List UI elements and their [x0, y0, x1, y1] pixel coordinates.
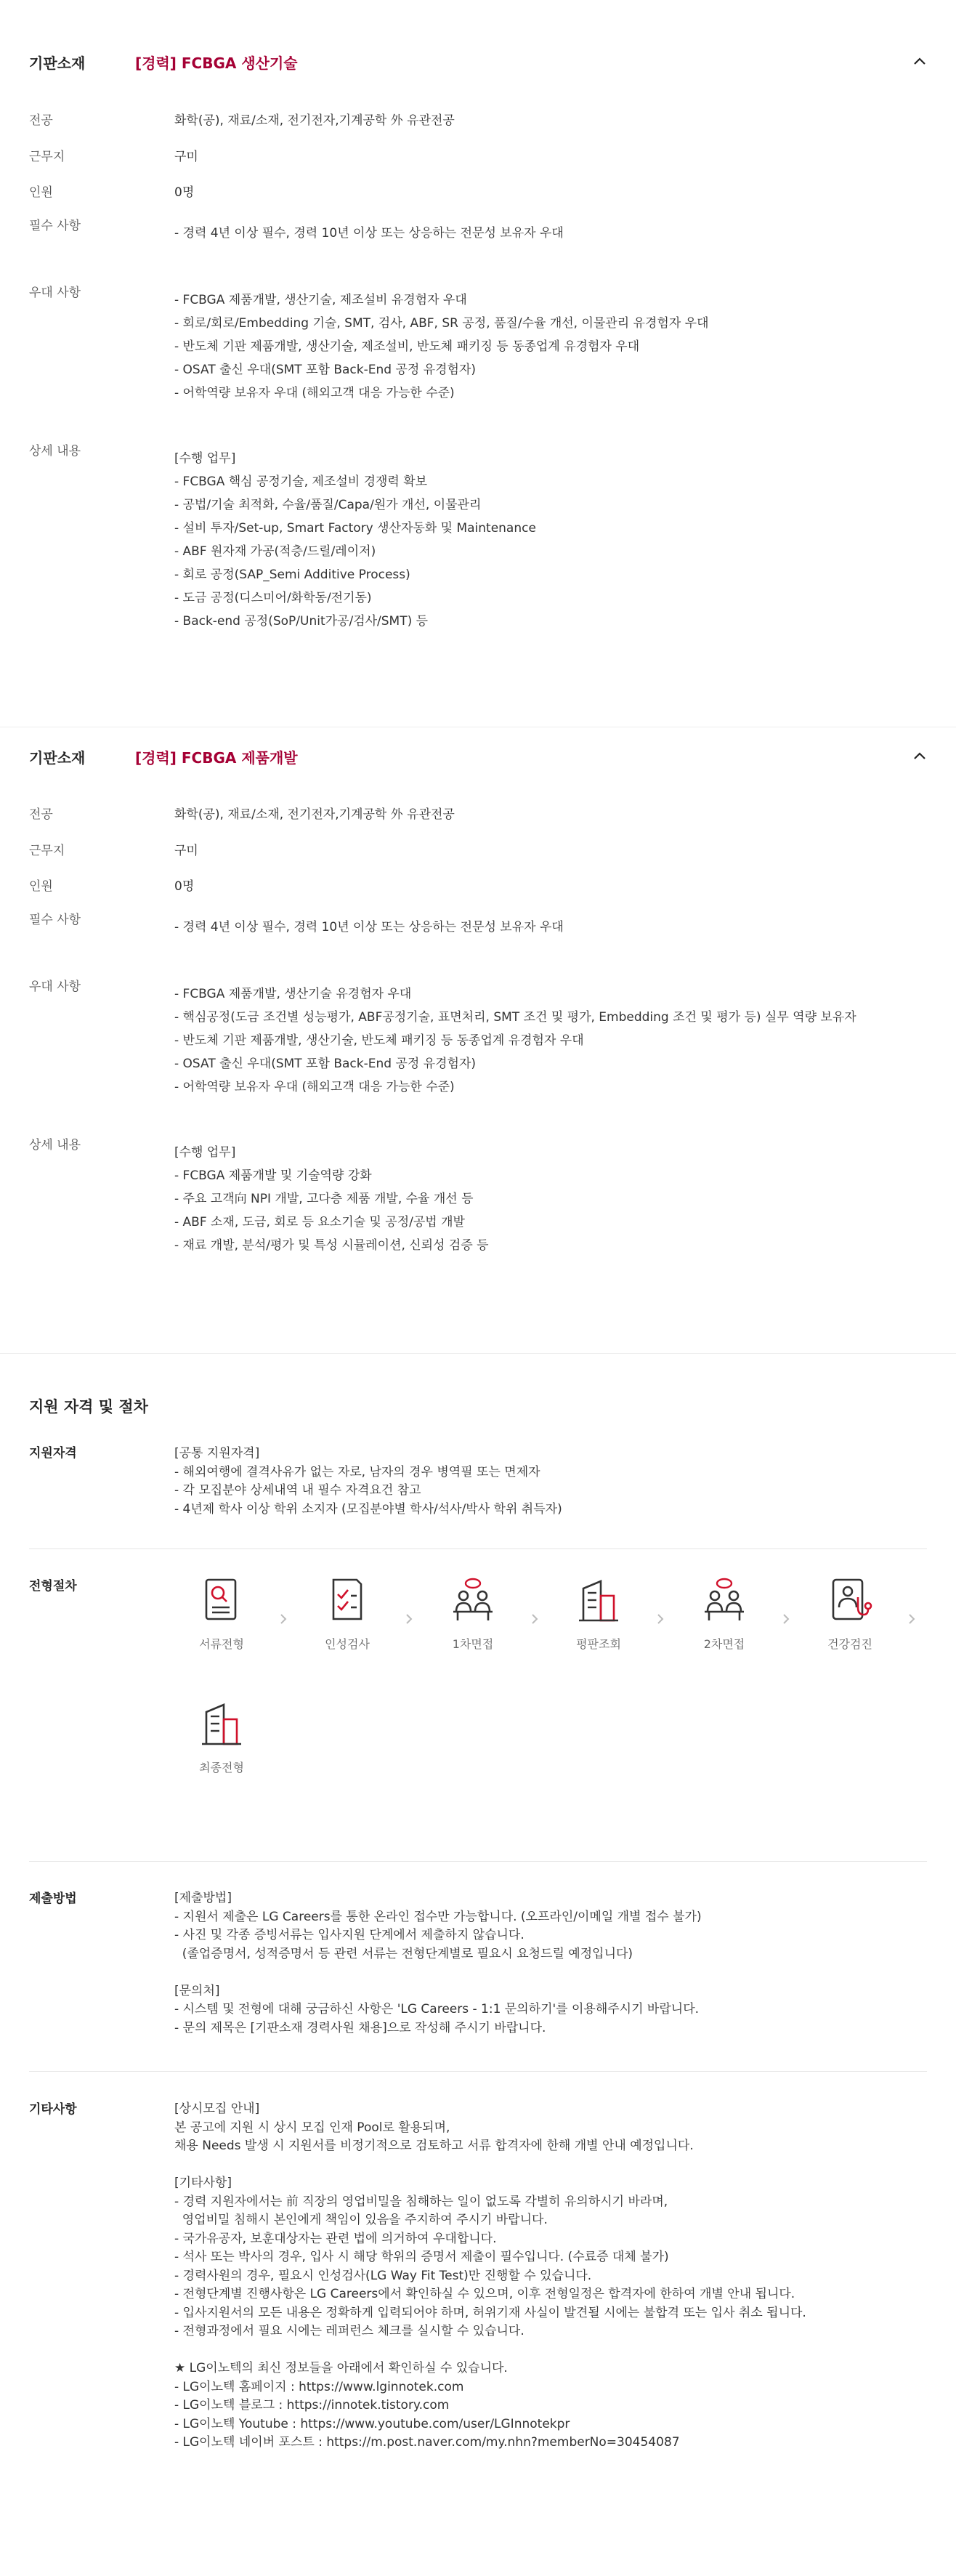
field-required [0, 908, 564, 939]
field-details [0, 440, 536, 633]
field-label: 근무지 [29, 844, 65, 858]
youtube-link[interactable]: - LG이노텍 Youtube : https://www.youtube.com/user/LGInnotekpr [174, 2416, 570, 2431]
field-value-line: - 공법/기술 최적화, 수율/품질/Capa/원가 개선, 이물관리 [174, 498, 482, 512]
field-preferred [0, 975, 856, 1099]
chevron-right-icon [653, 1612, 668, 1626]
step-final [174, 1699, 269, 1775]
submission-line: - 지원서 제출은 LG Careers를 통한 온라인 접수만 가능합니다. (오프라인/이메일 개별 접수 불가) [174, 1909, 702, 1924]
other-line: 채용 Needs 발생 시 지원서를 비정기적으로 검토하고 서류 합격자에 한해 개별 안내 예정입니다. [174, 2139, 694, 2153]
field-headcount [0, 875, 194, 898]
other-line: [상시모집 안내] [174, 2101, 260, 2116]
step-label: 1차면접 [452, 1637, 494, 1651]
field-label: 우대 사항 [29, 286, 81, 300]
job-header[interactable] [0, 735, 956, 778]
field-label: 필수 사항 [29, 913, 81, 927]
step-label: 평판조회 [576, 1637, 621, 1651]
field-value-line: - FCBGA 제품개발, 생산기술 유경험자 우대 [174, 987, 412, 1001]
field-details [0, 1134, 489, 1257]
step-personality-test [300, 1575, 394, 1652]
other-line: - 석사 또는 박사의 경우, 입사 시 해당 학위의 증명서 제출이 필수입니다. (수료증 대체 불가) [174, 2250, 669, 2264]
field-value-line: [수행 업무] [174, 1145, 236, 1160]
other-line: [기타사항] [174, 2176, 232, 2190]
field-value: 화학(공), 재료/소재, 전기전자,기계공학 外 유관전공 [174, 113, 455, 128]
step-label: 인성검사 [325, 1637, 370, 1651]
field-major [0, 109, 455, 132]
field-value-line: - 핵심공정(도금 조건별 성능평가, ABF공정기술, 표면처리, SMT 조건 및 평가, Embedding 조건 및 평가 등) 실무 역량 보유자 [174, 1010, 856, 1025]
eligibility-line: - 해외여행에 결격사유가 없는 자로, 남자의 경우 병역필 또는 면제자 [174, 1464, 540, 1479]
other-line: 영업비밀 침해시 본인에게 책임이 있음을 주지하여 주시기 바랍니다. [174, 2213, 548, 2227]
eligibility-line: - 각 모집분야 상세내역 내 필수 자격요건 참고 [174, 1483, 421, 1498]
field-value: - 경력 4년 이상 필수, 경력 10년 이상 또는 상응하는 전문성 보유자 우대 [174, 920, 564, 934]
eligibility-label: 지원자격 [29, 1446, 77, 1461]
field-label: 전공 [29, 113, 53, 128]
field-value-line: - OSAT 출신 우대(SMT 포함 Back-End 공정 유경험자) [174, 363, 477, 377]
chevron-right-icon [527, 1612, 542, 1626]
field-value-line: [수행 업무] [174, 451, 236, 466]
chevron-up-icon[interactable] [911, 53, 928, 70]
field-location [0, 145, 198, 169]
other-line: - 국가유공자, 보훈대상자는 관련 법에 의거하여 우대합니다. [174, 2231, 497, 2246]
other-label: 기타사항 [29, 2102, 77, 2117]
naver-post-link[interactable]: - LG이노텍 네이버 포스트 : https://m.post.naver.com/my.nhn?memberNo=30454087 [174, 2435, 680, 2450]
job-section-2 [0, 735, 956, 778]
field-value-line: - 회로/회로/Embedding 기술, SMT, 검사, ABF, SR 공정, 품질/수율 개선, 이물관리 유경험자 우대 [174, 316, 709, 331]
chevron-right-icon [276, 1612, 291, 1626]
job-header[interactable] [0, 40, 956, 84]
building-icon [196, 1699, 247, 1750]
step-document-review [174, 1575, 269, 1652]
chevron-right-icon [779, 1612, 793, 1626]
field-value: 구미 [174, 844, 198, 858]
chevron-right-icon [402, 1612, 416, 1626]
field-value-line: - OSAT 출신 우대(SMT 포함 Back-End 공정 유경험자) [174, 1057, 477, 1071]
other-line: - 경력 지원자에서는 前 직장의 영업비밀을 침해하는 일이 없도록 각별히 유의하시기 바라며, [174, 2194, 668, 2209]
step-label: 건강검진 [827, 1637, 872, 1651]
homepage-link[interactable]: - LG이노텍 홈페이지 : https://www.lginnotek.com [174, 2379, 464, 2394]
submission-line: - 시스템 및 전형에 대해 궁금하신 사항은 'LG Careers - 1:1 문의하기'를 이용해주시기 바랍니다. [174, 2002, 700, 2016]
field-headcount [0, 181, 194, 204]
submission-label: 제출방법 [29, 1891, 77, 1906]
other-line: ★ LG이노텍의 최신 정보들을 아래에서 확인하실 수 있습니다. [174, 2361, 508, 2375]
job-title: [경력] FCBGA 제품개발 [135, 748, 298, 767]
job-title: [경력] FCBGA 생산기술 [135, 54, 298, 72]
document-search-icon [196, 1575, 247, 1626]
step-label: 2차면접 [703, 1637, 745, 1651]
step-interview-2 [677, 1575, 771, 1652]
field-label: 근무지 [29, 150, 65, 164]
checklist-icon [322, 1575, 373, 1626]
field-preferred [0, 281, 709, 405]
step-health-check [803, 1575, 897, 1652]
interview-icon [447, 1575, 498, 1626]
field-label: 우대 사항 [29, 980, 81, 994]
step-interview-1 [426, 1575, 520, 1652]
other-line: - 입사지원서의 모든 내용은 정확하게 입력되어야 하며, 허위기재 사실이 발견될 시에는 불합격 또는 입사 취소 됩니다. [174, 2305, 806, 2320]
submission-line: - 문의 제목은 [기판소재 경력사원 채용]으로 작성해 주시기 바랍니다. [174, 2020, 546, 2035]
submission-line: - 사진 및 각종 증빙서류는 입사지원 단계에서 제출하지 않습니다. [174, 1928, 524, 1942]
row-divider [29, 2071, 927, 2072]
field-value-line: - 도금 공정(디스미어/화학동/전기동) [174, 591, 372, 605]
field-location [0, 839, 198, 863]
field-value-line: - 회로 공정(SAP_Semi Additive Process) [174, 568, 410, 582]
field-value-line: - 어학역량 보유자 우대 (해외고객 대응 가능한 수준) [174, 386, 455, 400]
field-value-line: - ABF 소재, 도금, 회로 등 요소기술 및 공정/공법 개발 [174, 1215, 465, 1230]
job-category: 기판소재 [29, 54, 86, 72]
other-line [174, 2341, 806, 2360]
submission-line: [제출방법] [174, 1891, 232, 1905]
eligibility-line: - 4년제 학사 이상 학위 소지자 (모집분야별 학사/석사/박사 학위 취득자) [174, 1501, 562, 1517]
interview-icon [699, 1575, 750, 1626]
chevron-right-icon [904, 1612, 919, 1626]
stethoscope-icon [825, 1575, 875, 1626]
field-value-line: - 반도체 기판 제품개발, 생산기술, 반도체 패키징 등 동종업계 유경험자 우대 [174, 1033, 584, 1048]
building-icon [573, 1575, 624, 1626]
submission-line [174, 1963, 702, 1982]
field-required [0, 214, 564, 245]
field-value-line: - 어학역량 보유자 우대 (해외고객 대응 가능한 수준) [174, 1080, 455, 1094]
field-value: 0명 [174, 185, 195, 200]
step-reference-check [551, 1575, 646, 1652]
field-label: 상세 내용 [29, 444, 81, 459]
field-label: 전공 [29, 807, 53, 822]
other-line: - 전형단계별 진행사항은 LG Careers에서 확인하실 수 있으며, 이후 전형일정은 합격자에 한하여 개별 안내 됩니다. [174, 2287, 795, 2301]
field-value-line: - FCBGA 핵심 공정기술, 제조설비 경쟁력 확보 [174, 475, 428, 489]
field-value: 0명 [174, 879, 195, 894]
other-line: 본 공고에 지원 시 상시 모집 인재 Pool로 활용되며, [174, 2120, 450, 2135]
section-title: 지원 자격 및 절차 [29, 1398, 148, 1416]
field-value-line: - 재료 개발, 분석/평가 및 특성 시뮬레이션, 신뢰성 검증 등 [174, 1238, 489, 1253]
field-value: - 경력 4년 이상 필수, 경력 10년 이상 또는 상응하는 전문성 보유자 우대 [174, 226, 564, 241]
field-label: 인원 [29, 185, 53, 200]
step-label: 서류전형 [199, 1637, 244, 1651]
eligibility-line: [공통 지원자격] [174, 1446, 260, 1461]
other-line: - 전형과정에서 필요 시에는 레퍼런스 체크를 실시할 수 있습니다. [174, 2324, 524, 2338]
field-value-line: - 반도체 기판 제품개발, 생산기술, 제조설비, 반도체 패키징 등 동종업계 유경험자 우대 [174, 339, 640, 354]
submission-line: [문의처] [174, 1983, 220, 1998]
field-value-line: - ABF 원자재 가공(적층/드릴/레이저) [174, 544, 376, 559]
field-major [0, 803, 455, 826]
process-label: 전형절차 [29, 1579, 77, 1594]
field-value-line: - Back-end 공정(SoP/Unit가공/검사/SMT) 등 [174, 614, 429, 629]
chevron-up-icon[interactable] [911, 748, 928, 765]
other-line [174, 2156, 806, 2175]
job-category: 기판소재 [29, 748, 86, 767]
section-divider [0, 1353, 956, 1354]
field-value-line: - 주요 고객向 NPI 개발, 고다층 제품 개발, 수율 개선 등 [174, 1192, 474, 1206]
step-label: 최종전형 [199, 1761, 244, 1774]
row-divider [29, 1861, 927, 1862]
field-value-line: - 설비 투자/Set-up, Smart Factory 생산자동화 및 Maintenance [174, 521, 536, 536]
field-value-line: - FCBGA 제품개발, 생산기술, 제조설비 유경험자 우대 [174, 293, 467, 307]
field-label: 필수 사항 [29, 219, 81, 233]
submission-line: (졸업증명서, 성적증명서 등 관련 서류는 전형단계별로 필요시 요청드릴 예정입니다) [174, 1946, 633, 1961]
blog-link[interactable]: - LG이노텍 블로그 : https://innotek.tistory.com [174, 2398, 450, 2413]
job-section-1 [0, 40, 956, 84]
field-label: 인원 [29, 879, 53, 894]
field-value: 화학(공), 재료/소재, 전기전자,기계공학 外 유관전공 [174, 807, 455, 822]
field-value-line: - FCBGA 제품개발 및 기술역량 강화 [174, 1168, 372, 1183]
field-value: 구미 [174, 150, 198, 164]
field-label: 상세 내용 [29, 1138, 81, 1152]
other-line: - 경력사원의 경우, 필요시 인성검사(LG Way Fit Test)만 진행할 수 있습니다. [174, 2268, 592, 2283]
